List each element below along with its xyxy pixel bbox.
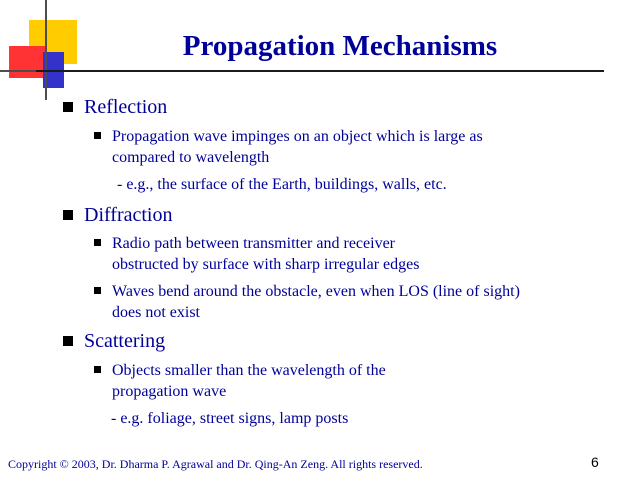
- diffraction-item-2-line-1: Waves bend around the obstacle, even when LOS (line of sight): [112, 283, 520, 300]
- bullet-icon: [63, 336, 73, 346]
- bullet-icon: [63, 102, 73, 112]
- title-divider: [36, 70, 604, 72]
- bullet-icon: [94, 132, 101, 139]
- copyright-footer: Copyright © 2003, Dr. Dharma P. Agrawal and Dr. Qing-An Zeng. All rights reserved.: [8, 457, 423, 471]
- bullet-icon: [94, 366, 101, 373]
- slide-title: Propagation Mechanisms: [182, 30, 498, 62]
- bullet-icon: [63, 210, 73, 220]
- heading-scattering: Scattering: [84, 330, 166, 352]
- reflection-item-line-2: compared to wavelength: [112, 149, 270, 166]
- diffraction-item-1-line-1: Radio path between transmitter and receiver: [112, 235, 395, 252]
- scattering-item-line-1: Objects smaller than the wavelength of the: [112, 362, 386, 379]
- diffraction-item-2-line-2: does not exist: [112, 304, 200, 321]
- bullet-icon: [94, 239, 101, 246]
- logo-red-square: [9, 46, 47, 78]
- reflection-item-line-1: Propagation wave impinges on an object which is large as: [112, 128, 483, 145]
- scattering-note: - e.g. foliage, street signs, lamp posts: [111, 410, 349, 427]
- diffraction-item-1-line-2: obstructed by surface with sharp irregular edges: [112, 256, 420, 273]
- scattering-item-line-2: propagation wave: [112, 383, 227, 400]
- logo-vertical-line: [45, 0, 47, 100]
- bullet-icon: [94, 287, 101, 294]
- heading-reflection: Reflection: [84, 96, 168, 118]
- reflection-note: - e.g., the surface of the Earth, buildings, walls, etc.: [117, 176, 447, 193]
- heading-diffraction: Diffraction: [84, 204, 173, 226]
- decorative-logo: [0, 0, 100, 100]
- page-number: 6: [591, 454, 599, 470]
